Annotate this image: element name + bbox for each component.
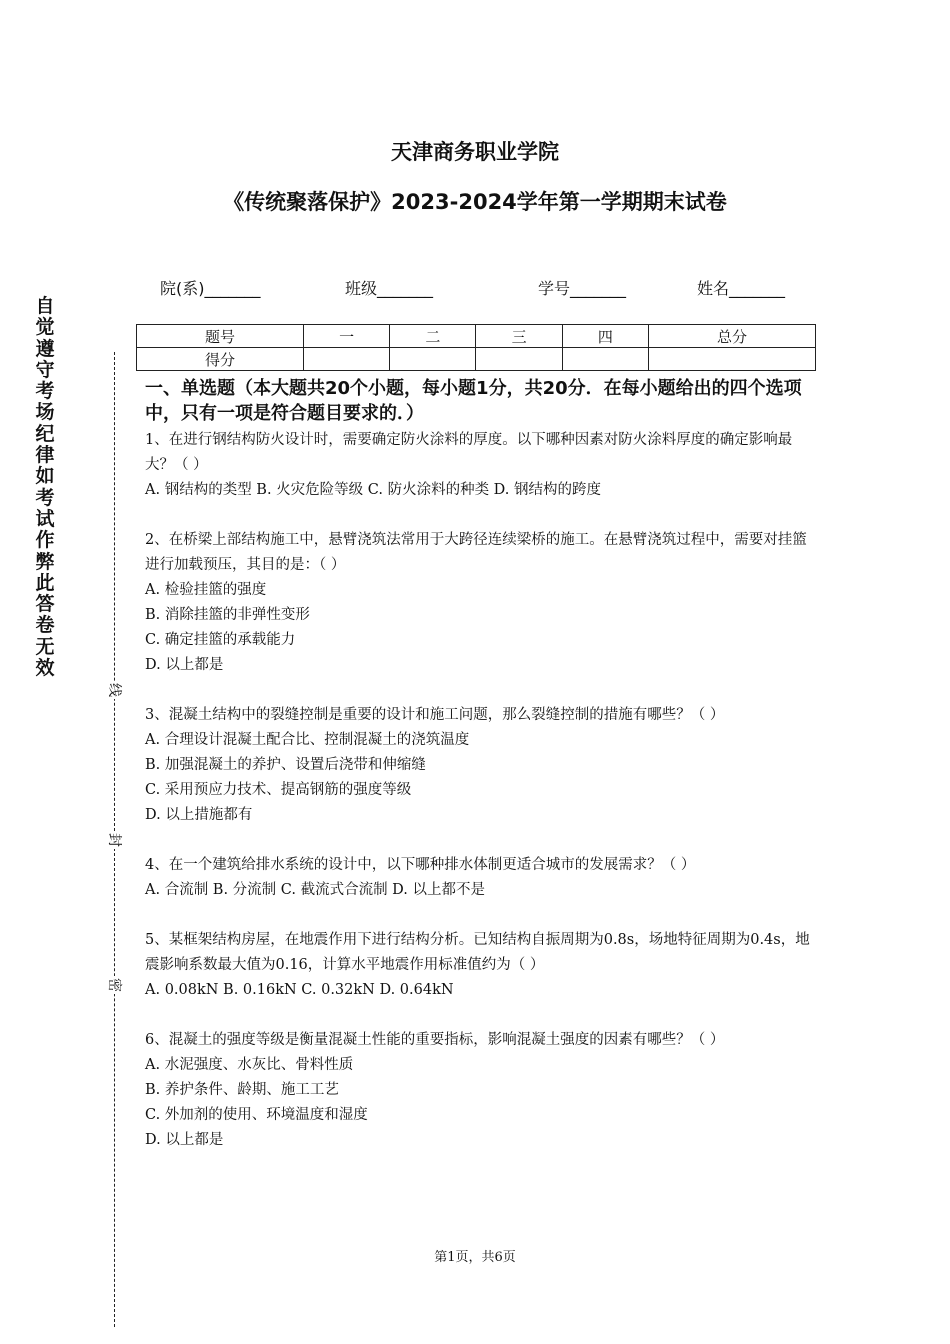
page-number: 第1页，共6页 bbox=[434, 1250, 516, 1265]
exam-discipline-warning: 自觉遵守考场纪律如考试作弊此答卷无效 bbox=[35, 295, 55, 680]
question-6 bbox=[145, 1028, 820, 1153]
question-stem: 2、在桥梁上部结构施工中，悬臂浇筑法常用于大跨径连续梁桥的施工。在悬臂浇筑过程中，需要对挂篮进行加载预压，其目的是：（ ） bbox=[145, 532, 807, 573]
department-field: 院(系)_______ bbox=[160, 279, 261, 298]
score-table-cell: 总分 bbox=[648, 325, 815, 348]
option-c: C. 采用预应力技术、提高钢筋的强度等级 bbox=[145, 782, 412, 798]
question-5 bbox=[145, 928, 820, 1003]
question-options: A. 合流制 B. 分流制 C. 截流式合流制 D. 以上都不是 bbox=[145, 882, 486, 898]
option-b: B. 加强混凝土的养护、设置后浇带和伸缩缝 bbox=[145, 757, 426, 773]
score-cell-empty bbox=[476, 348, 562, 371]
option-c: C. 确定挂篮的承载能力 bbox=[145, 632, 296, 648]
question-4 bbox=[145, 853, 820, 903]
option-b: B. 消除挂篮的非弹性变形 bbox=[145, 607, 310, 623]
option-d: D. 以上措施都有 bbox=[145, 807, 253, 823]
option-b: B. 养护条件、龄期、施工工艺 bbox=[145, 1082, 339, 1098]
line-mark: 线 bbox=[105, 681, 125, 699]
option-a: A. 水泥强度、水灰比、骨料性质 bbox=[145, 1057, 354, 1073]
question-stem: 4、在一个建筑给排水系统的设计中，以下哪种排水体制更适合城市的发展需求？（ ） bbox=[145, 857, 696, 873]
score-table-header-row bbox=[137, 325, 816, 348]
score-table-score-row bbox=[137, 348, 816, 371]
seal-mark: 封 bbox=[105, 831, 125, 849]
question-stem: 6、混凝土的强度等级是衡量混凝土性能的重要指标，影响混凝土强度的因素有哪些？（ ） bbox=[145, 1032, 725, 1048]
school-name: 天津商务职业学院 bbox=[391, 140, 559, 164]
score-cell-empty bbox=[562, 348, 648, 371]
score-table-cell: 一 bbox=[304, 325, 390, 348]
name-field: 姓名_______ bbox=[697, 279, 786, 298]
question-stem: 1、在进行钢结构防火设计时，需要确定防火涂料的厚度。以下哪种因素对防火涂料厚度的确定影响最大？（ ） bbox=[145, 432, 793, 473]
question-1 bbox=[145, 428, 820, 503]
question-3 bbox=[145, 703, 820, 828]
class-field: 班级_______ bbox=[345, 279, 434, 298]
exam-content bbox=[145, 376, 820, 1178]
secret-mark: 密 bbox=[105, 976, 125, 994]
score-row-label: 得分 bbox=[137, 348, 304, 371]
score-table-cell: 四 bbox=[562, 325, 648, 348]
option-c: C. 外加剂的使用、环境温度和湿度 bbox=[145, 1107, 368, 1123]
score-cell-empty bbox=[304, 348, 390, 371]
question-stem: 3、混凝土结构中的裂缝控制是重要的设计和施工问题，那么裂缝控制的措施有哪些？（ ） bbox=[145, 707, 725, 723]
question-stem: 5、某框架结构房屋，在地震作用下进行结构分析。已知结构自振周期为0.8s，场地特征周期为0.4s，地震影响系数最大值为0.16，计算水平地震作用标准值约为（ ） bbox=[145, 932, 810, 973]
score-cell-empty bbox=[390, 348, 476, 371]
score-cell-empty bbox=[648, 348, 815, 371]
option-d: D. 以上都是 bbox=[145, 657, 224, 673]
question-2 bbox=[145, 528, 820, 678]
score-table-cell: 三 bbox=[476, 325, 562, 348]
exam-title: 《传统聚落保护》2023-2024学年第一学期期末试卷 bbox=[223, 190, 727, 214]
student-id-field: 学号_______ bbox=[538, 279, 627, 298]
question-options: A. 钢结构的类型 B. 火灾危险等级 C. 防火涂料的种类 D. 钢结构的跨度 bbox=[145, 482, 602, 498]
score-table-cell: 二 bbox=[390, 325, 476, 348]
score-table-cell: 题号 bbox=[137, 325, 304, 348]
option-a: A. 检验挂篮的强度 bbox=[145, 582, 267, 598]
option-a: A. 合理设计混凝土配合比、控制混凝土的浇筑温度 bbox=[145, 732, 470, 748]
score-table bbox=[136, 324, 816, 371]
section-title: 一、单选题（本大题共20个小题，每小题1分，共20分．在每小题给出的四个选项中，只有一项是符合题目要求的．） bbox=[145, 378, 802, 424]
option-d: D. 以上都是 bbox=[145, 1132, 224, 1148]
question-options: A. 0.08kN B. 0.16kN C. 0.32kN D. 0.64kN bbox=[145, 982, 454, 998]
